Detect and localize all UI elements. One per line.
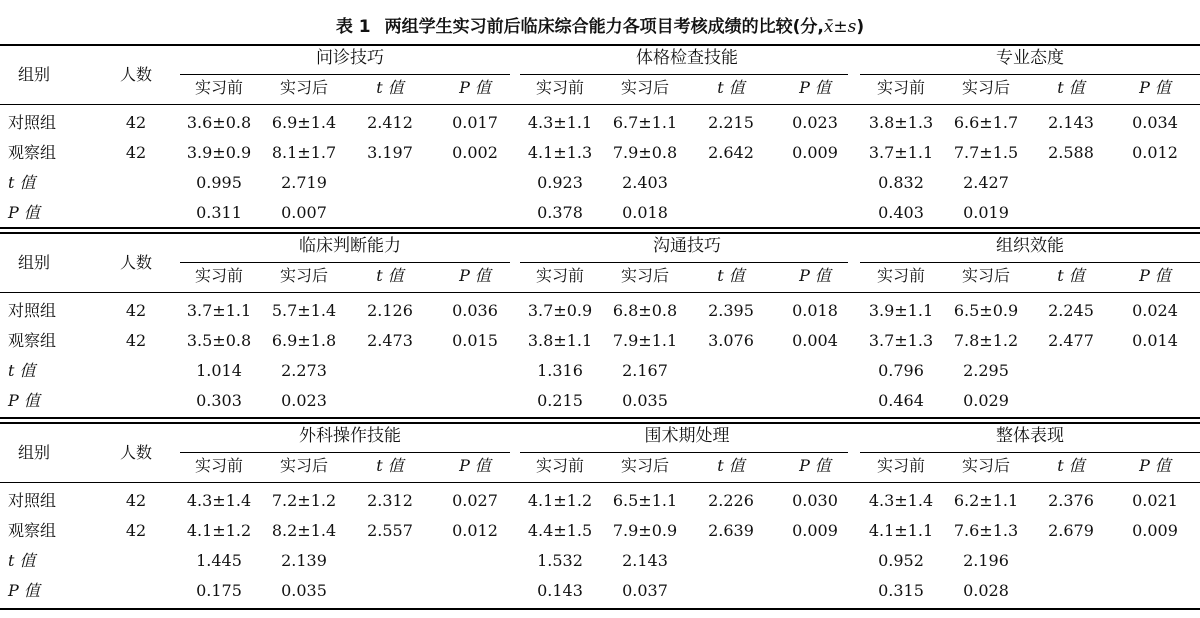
cell-t: 1.532	[537, 551, 583, 570]
cell-t: 2.719	[281, 173, 327, 192]
cell-control: 3.9±1.1	[868, 301, 934, 320]
cell-control: 6.5±1.1	[612, 491, 678, 510]
header-before: 实习前	[535, 78, 584, 97]
header-before: 实习前	[194, 266, 243, 285]
cell-observe: 7.8±1.2	[953, 331, 1019, 350]
header-after: 实习后	[279, 456, 328, 475]
cell-control: 6.2±1.1	[953, 491, 1019, 510]
header-item-name: 沟通技巧	[653, 236, 721, 256]
cell-control: 2.226	[708, 491, 754, 510]
table-title: 两组学生实习前后临床综合能力各项目考核成绩的比较(分,	[384, 17, 824, 37]
header-group: 组别	[17, 443, 50, 462]
cell-control: 0.017	[452, 113, 498, 132]
cell-control: 6.6±1.7	[953, 113, 1019, 132]
cell-p: 0.315	[878, 581, 924, 600]
table-title-statistic: x̄±s	[823, 17, 857, 37]
header-item-name: 整体表现	[996, 426, 1064, 446]
row-label-control: 对照组	[8, 301, 57, 320]
cell-observe: 7.9±1.1	[612, 331, 678, 350]
header-bottom-rule	[0, 292, 1200, 293]
cell-t: 1.316	[537, 361, 583, 380]
cell-control: 4.3±1.1	[527, 113, 593, 132]
cell-control: 7.2±1.2	[271, 491, 337, 510]
cell-observe: 0.012	[452, 521, 498, 540]
cell-control: 0.030	[792, 491, 838, 510]
header-p-value: P 值	[1139, 78, 1171, 97]
header-after: 实习后	[961, 456, 1010, 475]
cell-p: 0.037	[622, 581, 668, 600]
header-group: 组别	[17, 253, 50, 272]
cell-observe: 0.009	[1132, 521, 1178, 540]
row-label-p: P 值	[8, 203, 40, 222]
cell-observe: 7.6±1.3	[953, 521, 1019, 540]
cell-observe: 4.1±1.3	[527, 143, 593, 162]
count-control: 42	[125, 301, 147, 320]
cell-control: 0.027	[452, 491, 498, 510]
cell-p: 0.018	[622, 203, 668, 222]
row-label-observe: 观察组	[8, 143, 57, 162]
cell-observe: 2.642	[708, 143, 754, 162]
header-p-value: P 值	[459, 456, 491, 475]
cell-control: 2.312	[367, 491, 413, 510]
header-item-name: 组织效能	[996, 236, 1064, 256]
header-before: 实习前	[876, 78, 925, 97]
header-after: 实习后	[620, 456, 669, 475]
cell-t: 2.403	[622, 173, 668, 192]
cell-control: 2.376	[1048, 491, 1094, 510]
header-after: 实习后	[620, 78, 669, 97]
header-item-underline	[520, 262, 848, 263]
cell-control: 0.018	[792, 301, 838, 320]
cell-observe: 2.477	[1048, 331, 1094, 350]
header-item-name: 问诊技巧	[316, 48, 384, 68]
cell-p: 0.035	[622, 391, 668, 410]
header-item-underline	[180, 452, 510, 453]
cell-control: 0.034	[1132, 113, 1178, 132]
table-bottom-rule	[0, 608, 1200, 610]
header-t-value: t 值	[1057, 78, 1085, 97]
cell-control: 6.9±1.4	[271, 113, 337, 132]
cell-control: 4.3±1.4	[868, 491, 934, 510]
cell-observe: 8.2±1.4	[271, 521, 337, 540]
count-observe: 42	[125, 143, 147, 162]
cell-observe: 7.7±1.5	[953, 143, 1019, 162]
header-p-value: P 值	[799, 78, 831, 97]
header-t-value: t 值	[1057, 456, 1085, 475]
header-p-value: P 值	[459, 266, 491, 285]
cell-p: 0.464	[878, 391, 924, 410]
count-observe: 42	[125, 521, 147, 540]
header-p-value: P 值	[799, 456, 831, 475]
cell-observe: 3.9±0.9	[186, 143, 252, 162]
cell-observe: 3.7±1.3	[868, 331, 934, 350]
header-item-name: 体格检查技能	[636, 48, 738, 68]
cell-t: 0.923	[537, 173, 583, 192]
cell-t: 0.796	[878, 361, 924, 380]
row-label-t: t 值	[8, 361, 36, 380]
header-item-name: 专业态度	[996, 48, 1064, 68]
cell-observe: 7.9±0.8	[612, 143, 678, 162]
cell-t: 1.445	[196, 551, 242, 570]
cell-p: 0.035	[281, 581, 327, 600]
cell-t: 1.014	[196, 361, 242, 380]
cell-control: 2.126	[367, 301, 413, 320]
header-t-value: t 值	[717, 456, 745, 475]
header-t-value: t 值	[376, 78, 404, 97]
cell-observe: 0.009	[792, 521, 838, 540]
cell-p: 0.403	[878, 203, 924, 222]
cell-observe: 2.679	[1048, 521, 1094, 540]
row-label-control: 对照组	[8, 113, 57, 132]
cell-p: 0.019	[963, 203, 1009, 222]
cell-observe: 3.8±1.1	[527, 331, 593, 350]
header-count: 人数	[119, 253, 152, 272]
header-item-underline	[180, 262, 510, 263]
cell-observe: 3.7±1.1	[868, 143, 934, 162]
cell-observe: 2.588	[1048, 143, 1094, 162]
cell-t: 2.139	[281, 551, 327, 570]
row-label-p: P 值	[8, 581, 40, 600]
header-after: 实习后	[279, 266, 328, 285]
cell-p: 0.175	[196, 581, 242, 600]
cell-p: 0.303	[196, 391, 242, 410]
header-item-name: 外科操作技能	[299, 426, 401, 446]
cell-observe: 0.014	[1132, 331, 1178, 350]
header-count: 人数	[119, 65, 152, 84]
header-item-underline	[520, 452, 848, 453]
header-before: 实习前	[194, 78, 243, 97]
header-item-underline	[520, 74, 848, 75]
cell-control: 6.8±0.8	[612, 301, 678, 320]
cell-observe: 0.009	[792, 143, 838, 162]
cell-p: 0.378	[537, 203, 583, 222]
cell-observe: 7.9±0.9	[612, 521, 678, 540]
header-bottom-rule	[0, 104, 1200, 105]
header-before: 实习前	[876, 456, 925, 475]
cell-control: 0.024	[1132, 301, 1178, 320]
panel-separator-rule	[0, 232, 1200, 234]
count-observe: 42	[125, 331, 147, 350]
cell-p: 0.143	[537, 581, 583, 600]
cell-p: 0.029	[963, 391, 1009, 410]
panel-separator-rule	[0, 422, 1200, 424]
header-after: 实习后	[961, 78, 1010, 97]
cell-control: 2.143	[1048, 113, 1094, 132]
header-after: 实习后	[279, 78, 328, 97]
cell-t: 2.273	[281, 361, 327, 380]
header-before: 实习前	[535, 456, 584, 475]
cell-observe: 2.639	[708, 521, 754, 540]
cell-observe: 4.1±1.1	[868, 521, 934, 540]
cell-observe: 2.473	[367, 331, 413, 350]
cell-observe: 3.076	[708, 331, 754, 350]
cell-t: 2.196	[963, 551, 1009, 570]
cell-observe: 2.557	[367, 521, 413, 540]
count-control: 42	[125, 113, 147, 132]
header-p-value: P 值	[1139, 266, 1171, 285]
header-t-value: t 值	[376, 266, 404, 285]
cell-p: 0.028	[963, 581, 1009, 600]
cell-control: 0.021	[1132, 491, 1178, 510]
cell-t: 2.143	[622, 551, 668, 570]
cell-control: 2.395	[708, 301, 754, 320]
header-item-name: 围术期处理	[644, 426, 730, 446]
cell-control: 0.023	[792, 113, 838, 132]
header-bottom-rule	[0, 482, 1200, 483]
cell-control: 6.7±1.1	[612, 113, 678, 132]
header-before: 实习前	[194, 456, 243, 475]
header-item-underline	[180, 74, 510, 75]
cell-observe: 8.1±1.7	[271, 143, 337, 162]
cell-control: 4.3±1.4	[186, 491, 252, 510]
count-control: 42	[125, 491, 147, 510]
panel-separator-rule	[0, 227, 1200, 229]
header-item-underline	[860, 74, 1200, 75]
cell-t: 0.832	[878, 173, 924, 192]
row-label-t: t 值	[8, 551, 36, 570]
cell-observe: 0.004	[792, 331, 838, 350]
header-t-value: t 值	[717, 78, 745, 97]
cell-p: 0.311	[196, 203, 242, 222]
cell-observe: 0.002	[452, 143, 498, 162]
cell-p: 0.007	[281, 203, 327, 222]
table-caption	[0, 14, 1200, 40]
header-item-name: 临床判断能力	[299, 236, 401, 256]
header-item-underline	[860, 262, 1200, 263]
cell-observe: 4.4±1.5	[527, 521, 593, 540]
header-after: 实习后	[961, 266, 1010, 285]
header-before: 实习前	[535, 266, 584, 285]
header-t-value: t 值	[1057, 266, 1085, 285]
cell-control: 4.1±1.2	[527, 491, 593, 510]
table-number: 表 1	[335, 17, 371, 37]
row-label-t: t 值	[8, 173, 36, 192]
cell-t: 2.167	[622, 361, 668, 380]
header-p-value: P 值	[459, 78, 491, 97]
cell-observe: 6.9±1.8	[271, 331, 337, 350]
cell-observe: 3.197	[367, 143, 413, 162]
row-label-observe: 观察组	[8, 331, 57, 350]
cell-control: 6.5±0.9	[953, 301, 1019, 320]
cell-control: 2.215	[708, 113, 754, 132]
header-t-value: t 值	[376, 456, 404, 475]
row-label-observe: 观察组	[8, 521, 57, 540]
cell-control: 3.6±0.8	[186, 113, 252, 132]
row-label-p: P 值	[8, 391, 40, 410]
cell-control: 0.036	[452, 301, 498, 320]
cell-observe: 4.1±1.2	[186, 521, 252, 540]
cell-p: 0.215	[537, 391, 583, 410]
header-item-underline	[860, 452, 1200, 453]
cell-t: 0.952	[878, 551, 924, 570]
cell-t: 0.995	[196, 173, 242, 192]
cell-control: 3.7±0.9	[527, 301, 593, 320]
cell-control: 2.245	[1048, 301, 1094, 320]
cell-observe: 0.015	[452, 331, 498, 350]
header-group: 组别	[17, 65, 50, 84]
cell-p: 0.023	[281, 391, 327, 410]
header-after: 实习后	[620, 266, 669, 285]
table-title-close: )	[856, 17, 865, 37]
row-label-control: 对照组	[8, 491, 57, 510]
cell-observe: 0.012	[1132, 143, 1178, 162]
cell-control: 3.8±1.3	[868, 113, 934, 132]
cell-control: 5.7±1.4	[271, 301, 337, 320]
cell-control: 2.412	[367, 113, 413, 132]
header-t-value: t 值	[717, 266, 745, 285]
table-top-rule	[0, 44, 1200, 46]
cell-observe: 3.5±0.8	[186, 331, 252, 350]
header-before: 实习前	[876, 266, 925, 285]
cell-control: 3.7±1.1	[186, 301, 252, 320]
header-count: 人数	[119, 443, 152, 462]
header-p-value: P 值	[799, 266, 831, 285]
cell-t: 2.427	[963, 173, 1009, 192]
cell-t: 2.295	[963, 361, 1009, 380]
panel-separator-rule	[0, 417, 1200, 419]
header-p-value: P 值	[1139, 456, 1171, 475]
